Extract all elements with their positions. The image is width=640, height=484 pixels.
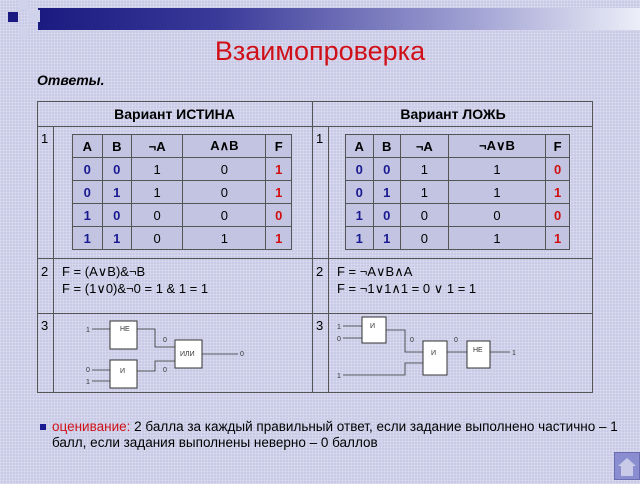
row-number: 3 — [41, 318, 49, 333]
table-cell: 0 — [102, 158, 132, 181]
table-cell: 1 — [73, 204, 103, 227]
column-header: ¬A∨B — [448, 135, 546, 158]
input-value: 0 — [337, 336, 341, 343]
column-header: B — [102, 135, 132, 158]
home-button[interactable] — [614, 452, 640, 480]
table-cell: 1 — [266, 227, 292, 250]
column-header: A — [73, 135, 103, 158]
home-icon — [615, 453, 639, 479]
variant-false-header: Вариант ЛОЖЬ — [400, 106, 506, 122]
row-number: 2 — [41, 264, 49, 279]
formula: F = ¬A∨B∧A — [337, 264, 413, 279]
gate-not — [467, 341, 490, 368]
table-cell: 0 — [73, 158, 103, 181]
table-cell: 1 — [373, 227, 401, 250]
slide-title: Взаимопроверка — [214, 36, 426, 66]
intermediate-value: 0 — [410, 337, 414, 344]
table-cell: 0 — [183, 204, 266, 227]
grading-label: оценивание: — [52, 419, 131, 434]
table-cell: 1 — [132, 158, 183, 181]
table-cell: 0 — [401, 204, 449, 227]
table-cell: 0 — [401, 227, 449, 250]
input-value: 1 — [337, 324, 341, 331]
table-cell: 1 — [132, 181, 183, 204]
intermediate-value: 0 — [163, 337, 167, 344]
table-cell: 1 — [546, 227, 570, 250]
table-cell: 1 — [102, 227, 132, 250]
input-value: 1 — [86, 379, 90, 386]
table-cell: 1 — [266, 181, 292, 204]
table-cell: 1 — [373, 181, 401, 204]
evaluation: F = (1∨0)&¬0 = 1 & 1 = 1 — [62, 281, 209, 296]
table-cell: 0 — [546, 158, 570, 181]
input-value: 1 — [86, 327, 90, 334]
row-number: 1 — [41, 131, 49, 146]
grading-text: 2 балла за каждый правильный ответ, если задание выполнено частично – 1 балл, если задания выполнены неверно – 0 баллов — [52, 419, 618, 450]
table-cell: 0 — [448, 204, 546, 227]
output-value: 0 — [240, 351, 244, 358]
gate-and — [362, 317, 386, 343]
table-cell: 1 — [401, 181, 449, 204]
table-cell: 0 — [102, 204, 132, 227]
gate-label: И — [370, 323, 376, 330]
row-number: 1 — [316, 131, 324, 146]
formula: F = (A∨B)&¬B — [62, 264, 146, 279]
input-value: 1 — [337, 373, 341, 380]
table-cell: 1 — [266, 158, 292, 181]
table-cell: 0 — [132, 227, 183, 250]
table-cell: 1 — [102, 181, 132, 204]
table-cell: 0 — [373, 204, 401, 227]
gate-and — [423, 341, 447, 375]
table-cell: 0 — [346, 181, 374, 204]
gate-label: НЕ — [473, 347, 483, 354]
table-cell: 1 — [73, 227, 103, 250]
table-cell: 0 — [373, 158, 401, 181]
table-cell: 1 — [183, 227, 266, 250]
table-cell: 0 — [73, 181, 103, 204]
column-header: F — [546, 135, 570, 158]
column-header: F — [266, 135, 292, 158]
intermediate-value: 0 — [454, 337, 458, 344]
gate-label: ИЛИ — [180, 351, 195, 358]
gate-label: И — [431, 350, 437, 357]
row-number: 2 — [316, 264, 324, 279]
table-cell: 0 — [183, 158, 266, 181]
variant-true-header: Вариант ИСТИНА — [114, 106, 235, 122]
column-header: ¬A — [132, 135, 183, 158]
table-cell: 0 — [266, 204, 292, 227]
column-header: A — [346, 135, 374, 158]
output-value: 1 — [512, 350, 516, 357]
gate-label: НЕ — [120, 326, 130, 333]
table-cell: 1 — [346, 204, 374, 227]
grading-note — [38, 419, 618, 451]
evaluation: F = ¬1∨1∧1 = 0 ∨ 1 = 1 — [337, 281, 477, 296]
table-cell: 1 — [401, 158, 449, 181]
column-header: A∧B — [183, 135, 266, 158]
column-header: B — [373, 135, 401, 158]
table-cell: 1 — [346, 227, 374, 250]
gate-label: И — [120, 368, 126, 375]
table-cell: 1 — [448, 158, 546, 181]
table-cell: 1 — [448, 181, 546, 204]
table-cell: 0 — [346, 158, 374, 181]
table-cell: 1 — [448, 227, 546, 250]
table-cell: 1 — [546, 181, 570, 204]
row-number: 3 — [316, 318, 324, 333]
input-value: 0 — [86, 367, 90, 374]
intermediate-value: 0 — [163, 367, 167, 374]
answers-label: Ответы. — [37, 72, 105, 88]
table-cell: 0 — [546, 204, 570, 227]
column-header: ¬A — [401, 135, 449, 158]
table-cell: 0 — [132, 204, 183, 227]
table-cell: 0 — [183, 181, 266, 204]
